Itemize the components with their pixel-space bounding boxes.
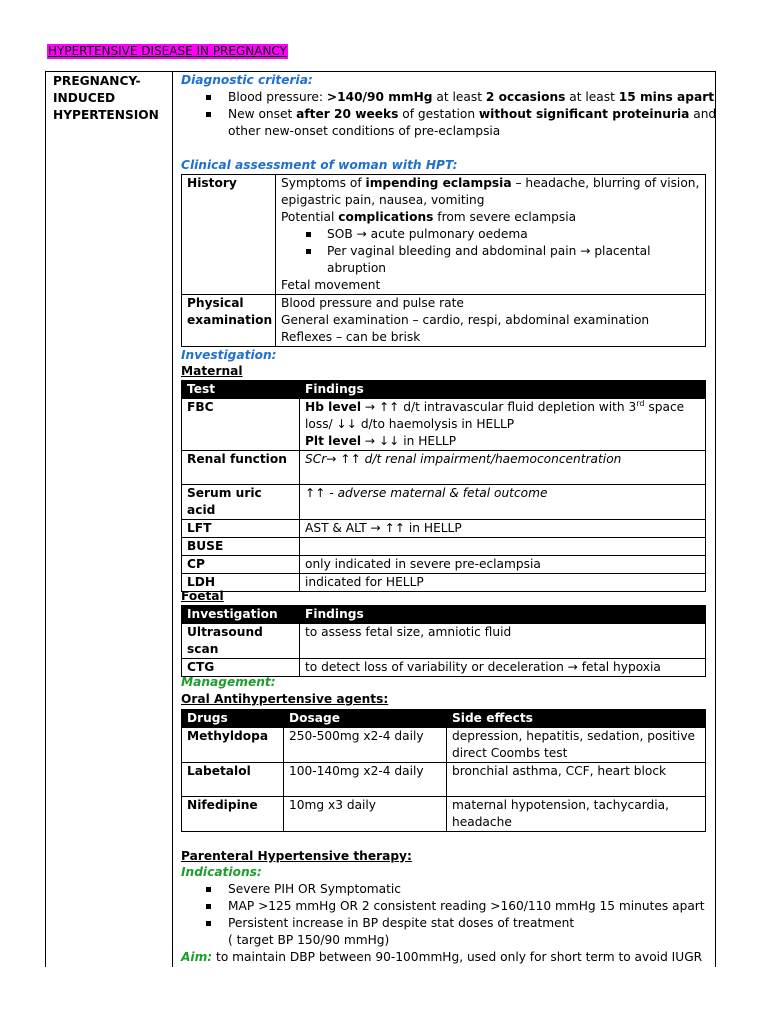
indication-item: Persistent increase in BP despite stat doses of treatment [228, 915, 574, 932]
indication-item: MAP >125 mmHg OR 2 consistent reading >160/110 mmHg 15 minutes apart [228, 898, 705, 915]
bullet-icon [206, 887, 211, 892]
parenteral-label: Parenteral Hypertensive therapy: [181, 849, 412, 863]
table-row: LFT AST & ALT → ↑↑ in HELLP [182, 520, 706, 538]
oral-agents-label: Oral Antihypertensive agents: [181, 692, 389, 706]
table-row: Labetalol 100-140mg x2-4 daily bronchial asthma, CCF, heart block [182, 763, 706, 797]
table-row: CTG to detect loss of variability or deceleration → fetal hypoxia [182, 659, 706, 677]
oral-antihypertensive-table [181, 709, 706, 832]
diagnostic-criteria-heading: Diagnostic criteria: [181, 73, 313, 87]
column-header: Drugs [182, 710, 284, 728]
investigation-heading: Investigation: [181, 348, 277, 362]
table-row [182, 175, 706, 295]
table-row: BUSE [182, 538, 706, 556]
indications-heading: Indications: [181, 865, 262, 879]
table-row: Serum uric acid ↑↑ - adverse maternal & fetal outcome [182, 485, 706, 520]
history-findings: Symptoms of impending eclampsia – headache, blurring of vision, epigastric pain, nausea, vomiting Potential complications from severe eclampsia SOB → acute pulmonary oedema Per vaginal bleeding and abdominal pain → placental abruption Fetal movement [276, 175, 706, 295]
indication-item: Severe PIH OR Symptomatic [228, 881, 401, 898]
column-header: Findings [300, 606, 706, 624]
physical-exam-label: Physical examination [182, 295, 276, 347]
physical-exam-findings: Blood pressure and pulse rate General examination – cardio, respi, abdominal examination Reflexes – can be brisk [276, 295, 706, 347]
clinical-assessment-table [181, 174, 706, 347]
document-title: HYPERTENSIVE DISEASE IN PREGNANCY [48, 44, 287, 58]
table-row: Ultrasound scan to assess fetal size, amniotic fluid [182, 624, 706, 659]
column-header: Dosage [284, 710, 447, 728]
column-header: Test [182, 381, 300, 399]
table-row: CP only indicated in severe pre-eclampsia [182, 556, 706, 574]
table-header-row [182, 381, 706, 399]
bullet-icon [306, 249, 311, 254]
management-heading: Management: [181, 675, 276, 689]
clinical-assessment-heading: Clinical assessment of woman with HPT: [181, 158, 458, 172]
bullet-icon [206, 921, 211, 926]
aim-line: Aim: to maintain DBP between 90-100mmHg, used only for short term to avoid IUGR [181, 950, 703, 964]
diagnostic-bullet-onset: New onset after 20 weeks of gestation without significant proteinuria and [228, 106, 716, 123]
column-header: Findings [300, 381, 706, 399]
bullet-icon [206, 112, 211, 117]
maternal-investigation-table [181, 380, 706, 592]
table-row: FBC Hb level → ↑↑ d/t intravascular fluid depletion with 3rd space loss/ ↓↓ d/to haemolysis in HELLP Plt level → ↓↓ in HELLP [182, 399, 706, 451]
bullet-icon [306, 232, 311, 237]
table-row: Nifedipine 10mg x3 daily maternal hypotension, tachycardia, headache [182, 797, 706, 832]
diagnostic-bullet-onset-cont: other new-onset conditions of pre-eclampsia [228, 124, 501, 138]
table-row: Renal function SCr→ ↑↑ d/t renal impairment/haemoconcentration [182, 451, 706, 485]
table-header-row [182, 606, 706, 624]
column-header: Investigation [182, 606, 300, 624]
maternal-label: Maternal [181, 364, 243, 378]
diagnostic-bullet-bp: Blood pressure: >140/90 mmHg at least 2 occasions at least 15 mins apart [228, 89, 714, 106]
history-label: History [182, 175, 276, 295]
condition-column [46, 72, 173, 967]
foetal-label: Foetal [181, 589, 224, 603]
indication-item-cont: ( target BP 150/90 mmHg) [228, 933, 390, 947]
table-header-row [182, 710, 706, 728]
condition-label: PREGNANCY- INDUCED HYPERTENSION [53, 74, 159, 122]
column-header: Side effects [447, 710, 706, 728]
table-row: Methyldopa 250-500mg x2-4 daily depression, hepatitis, sedation, positive direct Coombs test [182, 728, 706, 763]
table-row: LDH indicated for HELLP [182, 574, 706, 592]
table-row [182, 295, 706, 347]
bullet-icon [206, 904, 211, 909]
bullet-icon [206, 95, 211, 100]
foetal-investigation-table [181, 605, 706, 677]
